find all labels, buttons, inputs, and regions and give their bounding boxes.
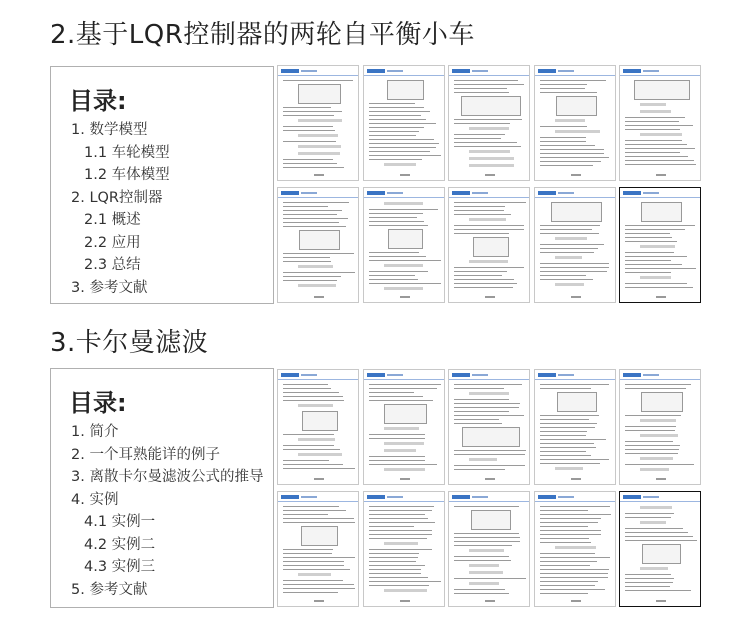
section-title-lqr: 2.基于LQR控制器的两轮自平衡小车 xyxy=(50,20,475,50)
toc-item: 4.1 实例一 xyxy=(84,514,156,530)
toc-item: 1. 数学模型 xyxy=(71,122,148,138)
toc-list xyxy=(71,421,263,601)
toc-item: 5. 参考文献 xyxy=(71,581,148,598)
page-thumbnail xyxy=(363,65,445,181)
toc-list xyxy=(71,119,170,299)
page-thumbnail xyxy=(448,369,530,485)
page-thumbnail xyxy=(534,187,616,303)
toc-item: 2. 一个耳熟能详的例子 xyxy=(71,446,220,463)
toc-item: 3. 离散卡尔曼滤波公式的推导 xyxy=(71,469,264,485)
page-thumbnails-lqr xyxy=(277,65,701,305)
page-thumbnail xyxy=(363,491,445,607)
page-thumbnail xyxy=(619,65,701,181)
page-thumbnail xyxy=(277,491,359,607)
toc-item: 2.3 总结 xyxy=(84,257,141,273)
page-thumbnail xyxy=(277,369,359,485)
page-thumbnail xyxy=(619,187,701,303)
toc-box-kalman xyxy=(50,368,274,608)
toc-item: 4.3 实例三 xyxy=(84,559,156,575)
toc-item: 2.1 概述 xyxy=(84,212,141,228)
toc-heading: 目录: xyxy=(69,389,127,417)
page-thumbnail xyxy=(277,187,359,303)
toc-heading: 目录: xyxy=(69,87,127,115)
page-thumbnail xyxy=(448,491,530,607)
page-thumbnail xyxy=(277,65,359,181)
toc-item: 1.2 车体模型 xyxy=(84,167,170,183)
page-thumbnail xyxy=(534,65,616,181)
toc-item: 2. LQR控制器 xyxy=(71,189,163,206)
toc-item: 1.1 车轮模型 xyxy=(84,144,170,161)
page-thumbnail xyxy=(448,187,530,303)
toc-item: 3. 参考文献 xyxy=(71,279,148,296)
page-thumbnail xyxy=(534,369,616,485)
page-thumbnail xyxy=(619,369,701,485)
section-title-kalman: 3.卡尔曼滤波 xyxy=(50,328,209,358)
page-thumbnail xyxy=(448,65,530,181)
toc-item: 1. 简介 xyxy=(71,424,119,440)
page-thumbnail xyxy=(534,491,616,607)
toc-item: 4. 实例 xyxy=(71,491,119,508)
page-thumbnail xyxy=(363,187,445,303)
page-thumbnail xyxy=(619,491,701,607)
toc-item: 4.2 实例二 xyxy=(84,536,156,553)
page-thumbnail xyxy=(363,369,445,485)
page-thumbnails-kalman xyxy=(277,369,701,609)
toc-item: 2.2 应用 xyxy=(84,234,141,251)
toc-box-lqr xyxy=(50,66,274,304)
